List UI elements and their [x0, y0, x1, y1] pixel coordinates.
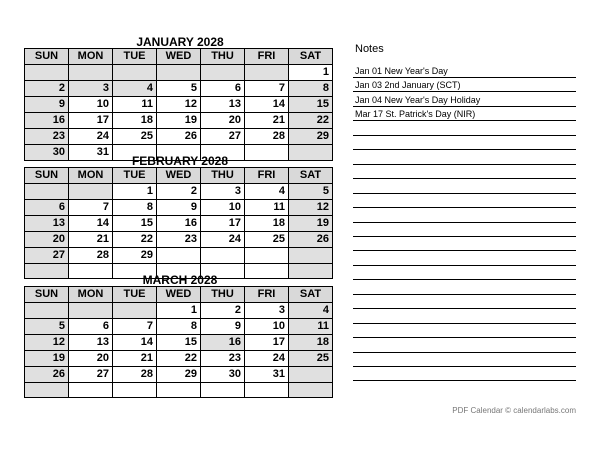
day-cell: 9	[157, 200, 201, 216]
note-line	[353, 165, 576, 179]
note-line	[353, 310, 576, 324]
day-cell	[69, 184, 113, 200]
day-cell: 11	[113, 97, 157, 113]
day-cell: 4	[245, 184, 289, 200]
day-cell: 28	[69, 248, 113, 264]
weekday-header: TUE	[113, 49, 157, 65]
day-cell: 20	[201, 113, 245, 129]
day-cell: 28	[113, 367, 157, 383]
day-cell: 1	[157, 303, 201, 319]
week-row	[25, 351, 333, 367]
day-cell: 1	[289, 65, 333, 81]
day-cell: 8	[113, 200, 157, 216]
day-cell: 7	[69, 200, 113, 216]
note-line	[353, 194, 576, 208]
day-cell	[157, 248, 201, 264]
day-cell: 31	[245, 367, 289, 383]
weekday-header: TUE	[113, 287, 157, 303]
day-cell: 14	[245, 97, 289, 113]
notes-title: Notes	[355, 43, 384, 55]
weekday-header: TUE	[113, 168, 157, 184]
day-cell: 29	[113, 248, 157, 264]
day-cell: 16	[25, 113, 69, 129]
week-row	[25, 383, 333, 398]
weekday-header: THU	[201, 287, 245, 303]
week-row	[25, 367, 333, 383]
note-line	[353, 180, 576, 194]
day-cell: 22	[289, 113, 333, 129]
weekday-header: FRI	[245, 49, 289, 65]
day-cell: 21	[245, 113, 289, 129]
day-cell: 22	[113, 232, 157, 248]
week-row	[25, 303, 333, 319]
day-cell: 7	[113, 319, 157, 335]
day-cell: 17	[245, 335, 289, 351]
day-cell: 11	[245, 200, 289, 216]
day-cell: 2	[25, 81, 69, 97]
day-cell: 7	[245, 81, 289, 97]
day-cell	[25, 184, 69, 200]
day-cell	[245, 65, 289, 81]
day-cell: 20	[69, 351, 113, 367]
month-title: FEBRUARY 2028	[131, 154, 229, 168]
weekday-header: FRI	[245, 287, 289, 303]
day-cell: 19	[289, 216, 333, 232]
day-cell: 10	[245, 319, 289, 335]
day-cell: 29	[157, 367, 201, 383]
note-line	[353, 295, 576, 309]
note-line	[353, 281, 576, 295]
note-line	[353, 266, 576, 280]
day-cell: 3	[245, 303, 289, 319]
day-cell	[69, 65, 113, 81]
day-cell: 1	[113, 184, 157, 200]
day-cell	[25, 65, 69, 81]
day-cell: 24	[245, 351, 289, 367]
day-cell: 17	[201, 216, 245, 232]
day-cell: 9	[25, 97, 69, 113]
week-row	[25, 113, 333, 129]
day-cell: 14	[113, 335, 157, 351]
day-cell: 30	[201, 367, 245, 383]
note-line	[353, 367, 576, 381]
weekday-header: SAT	[289, 168, 333, 184]
day-cell: 12	[25, 335, 69, 351]
day-cell: 2	[201, 303, 245, 319]
week-row	[25, 184, 333, 200]
day-cell: 26	[157, 129, 201, 145]
day-cell: 23	[157, 232, 201, 248]
day-cell: 9	[201, 319, 245, 335]
day-cell: 23	[25, 129, 69, 145]
day-cell: 20	[25, 232, 69, 248]
day-cell: 21	[113, 351, 157, 367]
day-cell: 13	[201, 97, 245, 113]
day-cell: 24	[201, 232, 245, 248]
weekday-header: FRI	[245, 168, 289, 184]
day-cell	[289, 248, 333, 264]
note-line	[353, 339, 576, 353]
note-line: Jan 03 2nd January (SCT)	[353, 78, 576, 92]
day-cell: 28	[245, 129, 289, 145]
day-cell: 16	[157, 216, 201, 232]
weekday-header: WED	[157, 168, 201, 184]
day-cell: 15	[289, 97, 333, 113]
day-cell: 18	[245, 216, 289, 232]
note-line	[353, 151, 576, 165]
weekday-header: MON	[69, 287, 113, 303]
note-line	[353, 324, 576, 338]
day-cell: 14	[69, 216, 113, 232]
week-row	[25, 319, 333, 335]
day-cell	[69, 383, 113, 398]
week-row	[25, 65, 333, 81]
weekday-header: SUN	[25, 168, 69, 184]
day-cell	[289, 383, 333, 398]
day-cell: 6	[25, 200, 69, 216]
week-row	[25, 248, 333, 264]
day-cell: 8	[289, 81, 333, 97]
day-cell: 31	[69, 145, 113, 161]
day-cell	[25, 383, 69, 398]
day-cell: 3	[201, 184, 245, 200]
week-row	[25, 81, 333, 97]
note-line: Jan 01 New Year's Day	[353, 64, 576, 78]
day-cell: 27	[69, 367, 113, 383]
day-cell: 25	[289, 351, 333, 367]
day-cell: 4	[113, 81, 157, 97]
day-cell: 25	[245, 232, 289, 248]
day-cell	[157, 383, 201, 398]
day-cell: 11	[289, 319, 333, 335]
day-cell: 2	[157, 184, 201, 200]
week-row	[25, 335, 333, 351]
day-cell: 21	[69, 232, 113, 248]
weekday-header: THU	[201, 168, 245, 184]
day-cell: 27	[201, 129, 245, 145]
note-line	[353, 237, 576, 251]
weekday-header: SUN	[25, 287, 69, 303]
day-cell: 3	[69, 81, 113, 97]
day-cell: 5	[289, 184, 333, 200]
day-cell: 18	[113, 113, 157, 129]
day-cell: 16	[201, 335, 245, 351]
note-line: Mar 17 St. Patrick's Day (NIR)	[353, 107, 576, 121]
calendar-grid	[24, 48, 333, 161]
week-row	[25, 129, 333, 145]
footer-credit: PDF Calendar © calendarlabs.com	[452, 406, 576, 415]
day-cell: 12	[157, 97, 201, 113]
weekday-header: SAT	[289, 49, 333, 65]
note-line	[353, 122, 576, 136]
day-cell	[113, 65, 157, 81]
weekday-header: SUN	[25, 49, 69, 65]
day-cell: 24	[69, 129, 113, 145]
day-cell	[201, 248, 245, 264]
day-cell: 27	[25, 248, 69, 264]
day-cell	[113, 303, 157, 319]
day-cell	[201, 383, 245, 398]
day-cell	[245, 383, 289, 398]
day-cell: 8	[157, 319, 201, 335]
weekday-header: THU	[201, 49, 245, 65]
day-cell: 5	[157, 81, 201, 97]
weekday-header: WED	[157, 49, 201, 65]
day-cell: 13	[25, 216, 69, 232]
day-cell: 5	[25, 319, 69, 335]
day-cell	[245, 248, 289, 264]
day-cell: 26	[289, 232, 333, 248]
day-cell: 10	[201, 200, 245, 216]
weekday-header: WED	[157, 287, 201, 303]
day-cell	[25, 303, 69, 319]
day-cell: 12	[289, 200, 333, 216]
day-cell: 23	[201, 351, 245, 367]
note-line	[353, 209, 576, 223]
calendar-grid	[24, 286, 333, 398]
note-line	[353, 252, 576, 266]
day-cell: 15	[157, 335, 201, 351]
day-cell: 6	[69, 319, 113, 335]
day-cell: 19	[157, 113, 201, 129]
week-row	[25, 232, 333, 248]
day-cell: 4	[289, 303, 333, 319]
week-row	[25, 200, 333, 216]
day-cell	[289, 367, 333, 383]
day-cell: 29	[289, 129, 333, 145]
note-line: Jan 04 New Year's Day Holiday	[353, 93, 576, 107]
month-title: JANUARY 2028	[136, 35, 224, 49]
note-line	[353, 353, 576, 367]
day-cell	[113, 383, 157, 398]
day-cell: 15	[113, 216, 157, 232]
day-cell: 30	[25, 145, 69, 161]
day-cell: 6	[201, 81, 245, 97]
calendar-grid	[24, 167, 333, 279]
day-cell: 17	[69, 113, 113, 129]
day-cell: 13	[69, 335, 113, 351]
weekday-header: MON	[69, 49, 113, 65]
day-cell: 19	[25, 351, 69, 367]
weekday-header: MON	[69, 168, 113, 184]
note-line	[353, 136, 576, 150]
week-row	[25, 97, 333, 113]
day-cell: 25	[113, 129, 157, 145]
day-cell	[69, 303, 113, 319]
weekday-header: SAT	[289, 287, 333, 303]
month-title: MARCH 2028	[142, 273, 218, 287]
week-row	[25, 216, 333, 232]
day-cell: 22	[157, 351, 201, 367]
day-cell: 10	[69, 97, 113, 113]
day-cell	[201, 65, 245, 81]
note-line	[353, 223, 576, 237]
day-cell	[157, 65, 201, 81]
day-cell: 18	[289, 335, 333, 351]
day-cell: 26	[25, 367, 69, 383]
